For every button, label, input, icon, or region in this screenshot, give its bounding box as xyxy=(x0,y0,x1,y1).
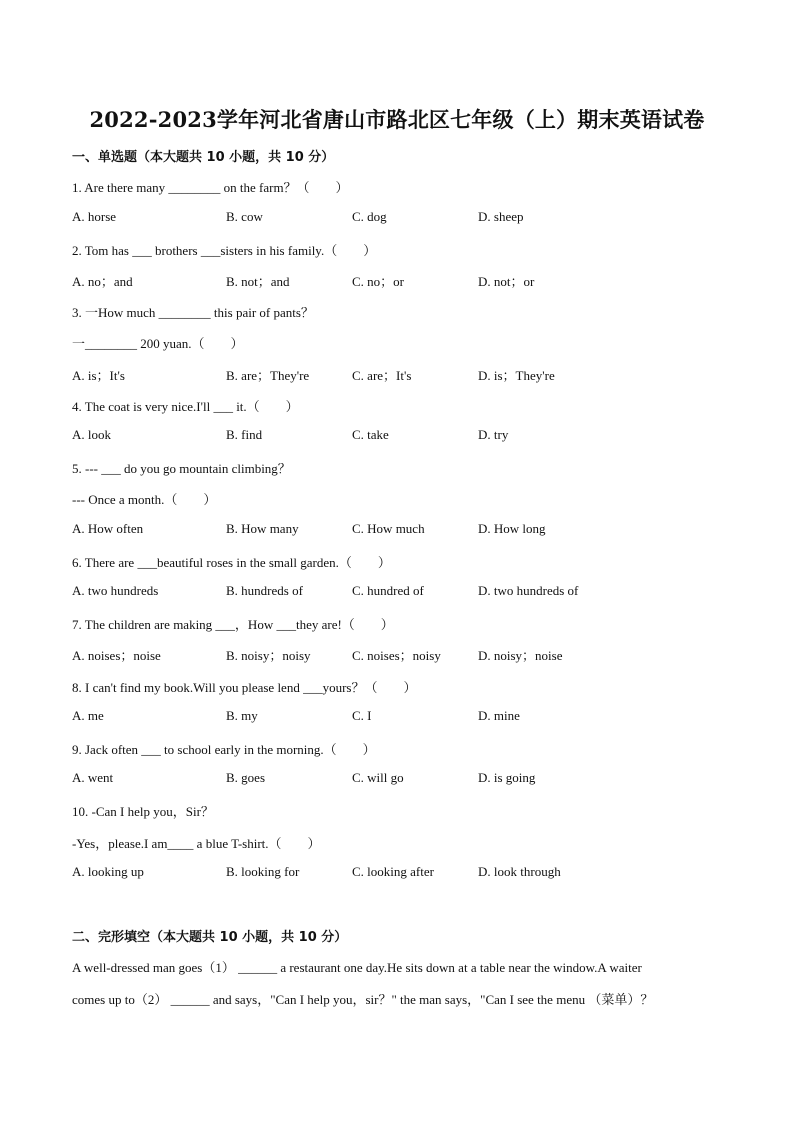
question-5-stem-line-2: --- Once a month.（ ） xyxy=(72,492,217,507)
question-3-option-a: A. is；It's xyxy=(72,368,125,383)
question-4-option-c: C. take xyxy=(352,427,389,442)
question-10-stem-line-2: -Yes，please.I am____ a blue T-shirt.（ ） xyxy=(72,836,321,851)
question-9-option-b: B. goes xyxy=(226,770,265,785)
question-8-stem: 8. I can't find my book.Will you please lend ___yours？（ ） xyxy=(72,680,417,695)
question-8-option-d: D. mine xyxy=(478,708,520,723)
question-2-option-d: D. not；or xyxy=(478,274,535,289)
question-6-option-b: B. hundreds of xyxy=(226,583,303,598)
question-6-option-a: A. two hundreds xyxy=(72,583,159,598)
question-2-option-b: B. not；and xyxy=(226,274,290,289)
question-6-stem: 6. There are ___beautiful roses in the small garden.（ ） xyxy=(72,555,391,570)
question-7-option-b: B. noisy；noisy xyxy=(226,648,311,663)
question-6-option-c: C. hundred of xyxy=(352,583,424,598)
question-10-option-d: D. look through xyxy=(478,864,561,879)
question-3-stem: 3. 一How much ________ this pair of pants？ xyxy=(72,305,314,320)
question-1-option-a: A. horse xyxy=(72,209,117,224)
question-3-option-b: B. are；They're xyxy=(226,368,310,383)
section-heading-cloze: 二、完形填空（本大题共 10 小题，共 10 分） xyxy=(72,930,348,945)
exam-title: 2022-2023学年河北省唐山市路北区七年级（上）期末英语试卷 xyxy=(89,107,705,132)
question-7-option-a: A. noises；noise xyxy=(72,648,161,663)
section-heading-multiple-choice: 一、单选题（本大题共 10 小题，共 10 分） xyxy=(72,150,335,165)
question-4-option-a: A. look xyxy=(72,427,111,442)
question-5-option-d: D. How long xyxy=(478,521,546,536)
question-2-option-a: A. no；and xyxy=(72,274,133,289)
question-7-option-d: D. noisy；noise xyxy=(478,648,563,663)
cloze-passage-line-1: A well-dressed man goes（1） ______ a restaurant one day.He sits down at a table near the window.A waiter xyxy=(72,960,642,975)
question-1-option-b: B. cow xyxy=(226,209,263,224)
question-2-stem: 2. Tom has ___ brothers ___sisters in his family.（ ） xyxy=(72,243,377,258)
question-7-stem: 7. The children are making ___，How ___they are!（ ） xyxy=(72,617,394,632)
question-10-stem: 10. -Can I help you，Sir？ xyxy=(72,804,214,819)
question-10-option-a: A. looking up xyxy=(72,864,144,879)
question-1-option-c: C. dog xyxy=(352,209,387,224)
question-9-stem: 9. Jack often ___ to school early in the morning.（ ） xyxy=(72,742,376,757)
question-5-stem: 5. --- ___ do you go mountain climbing？ xyxy=(72,461,291,476)
question-8-option-c: C. I xyxy=(352,708,372,723)
question-1-stem: 1. Are there many ________ on the farm？（ ） xyxy=(72,180,349,195)
cloze-passage-line-2: comes up to（2） ______ and says，"Can I help you，sir？" the man says，"Can I see the menu （菜单）？ xyxy=(72,992,654,1007)
question-8-option-a: A. me xyxy=(72,708,104,723)
question-3-option-c: C. are；It's xyxy=(352,368,412,383)
question-5-option-c: C. How much xyxy=(352,521,425,536)
question-2-option-c: C. no；or xyxy=(352,274,405,289)
question-4-option-b: B. find xyxy=(226,427,263,442)
question-9-option-c: C. will go xyxy=(352,770,404,785)
question-4-stem: 4. The coat is very nice.I'll ___ it.（ ） xyxy=(72,399,299,414)
question-8-option-b: B. my xyxy=(226,708,258,723)
question-10-option-c: C. looking after xyxy=(352,864,434,879)
question-9-option-d: D. is going xyxy=(478,770,536,785)
question-6-option-d: D. two hundreds of xyxy=(478,583,579,598)
question-10-option-b: B. looking for xyxy=(226,864,300,879)
question-3-stem-line-2: 一________ 200 yuan.（ ） xyxy=(72,336,244,351)
question-5-option-a: A. How often xyxy=(72,521,144,536)
question-5-option-b: B. How many xyxy=(226,521,299,536)
question-7-option-c: C. noises；noisy xyxy=(352,648,441,663)
question-9-option-a: A. went xyxy=(72,770,114,785)
question-4-option-d: D. try xyxy=(478,427,509,442)
question-1-option-d: D. sheep xyxy=(478,209,524,224)
question-3-option-d: D. is；They're xyxy=(478,368,555,383)
